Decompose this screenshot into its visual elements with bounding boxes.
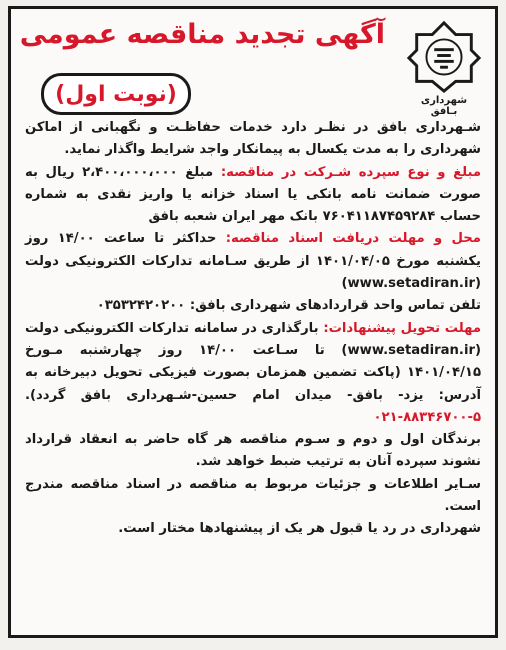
details-paragraph: سـایر اطلاعات و جزئیات مربوط به مناقصه در اسناد مناقصه مندرج است. bbox=[25, 476, 481, 515]
notice-body bbox=[25, 117, 481, 541]
documents-paragraph bbox=[25, 228, 481, 295]
deposit-paragraph bbox=[25, 162, 481, 229]
notice-frame bbox=[8, 6, 498, 638]
submission-heading: مهلت تحویل پیشنهادات: bbox=[323, 320, 482, 336]
logo-caption: شهرداری بـافق bbox=[420, 95, 468, 117]
municipality-emblem-icon bbox=[405, 17, 483, 95]
submission-paragraph bbox=[25, 318, 481, 429]
notice-title: آگهی تجدید مناقصه عمومی bbox=[19, 19, 385, 50]
submission-text: بارگذاری در سامانه تدارکات الکترونیکی دولت (www.setadiran.ir) تا سـاعت ۱۴/۰۰ روز چهارشنبه مـورخ ۱۴۰۱/۰۴/۱۵ (پاکت تضمین همزمان بصورت فیزیکی تحویل دبیرخانه به آدرس: یزد- بافق- میدان امام حسین-شـهرداری بافق گردد). bbox=[25, 320, 481, 403]
fax-number: ۰۲۱-۸۸۳۴۶۷۰۰-۵ bbox=[373, 409, 481, 425]
notice-subtitle: (نوبت اول) bbox=[41, 73, 191, 115]
deposit-text: مبلغ ۲،۴۰۰،۰۰۰،۰۰۰ ریال به صورت ضمانت نامه بانکی یا اسناد خزانه یا واریز نقدی به شماره حساب ۷۶۰۴۱۱۸۷۴۵۹۲۸۴ بانک مهر ایران شعبه بافق bbox=[25, 164, 481, 225]
documents-heading: محل و مهلت دریافت اسناد مناقصه: bbox=[225, 231, 481, 247]
documents-text: حداکثر تا ساعت ۱۴/۰۰ روز یکشنبه مورخ ۱۴۰۱/۰۴/۰۵ از طریق سـامانه تدارکات الکترونیکی دولت (www.setadiran.ir) bbox=[25, 231, 481, 292]
winners-paragraph: برندگان اول و دوم و سـوم مناقصه هر گاه حاضر به انعقاد قرارداد نشوند سپرده آنان به ترتیب ضبط خواهد شد. bbox=[25, 432, 481, 470]
deposit-heading: مبلغ و نوع سپرده شـرکت در مناقصه: bbox=[220, 164, 482, 180]
phone-line: تلفن تماس واحد قراردادهای شهرداری بافق: ۰۳۵۳۲۴۲۰۲۰۰ bbox=[96, 298, 481, 314]
intro-paragraph: شـهرداری بافق در نظـر دارد خدمات حفاظـت و نگهبانی از اماکن شهرداری را به مدت یکسال به پیمانکار واجد شرایط واگذار نماید. bbox=[25, 120, 481, 158]
rights-paragraph: شهرداری در رد یا قبول هر یک از پیشنهادها مختار است. bbox=[118, 521, 481, 537]
